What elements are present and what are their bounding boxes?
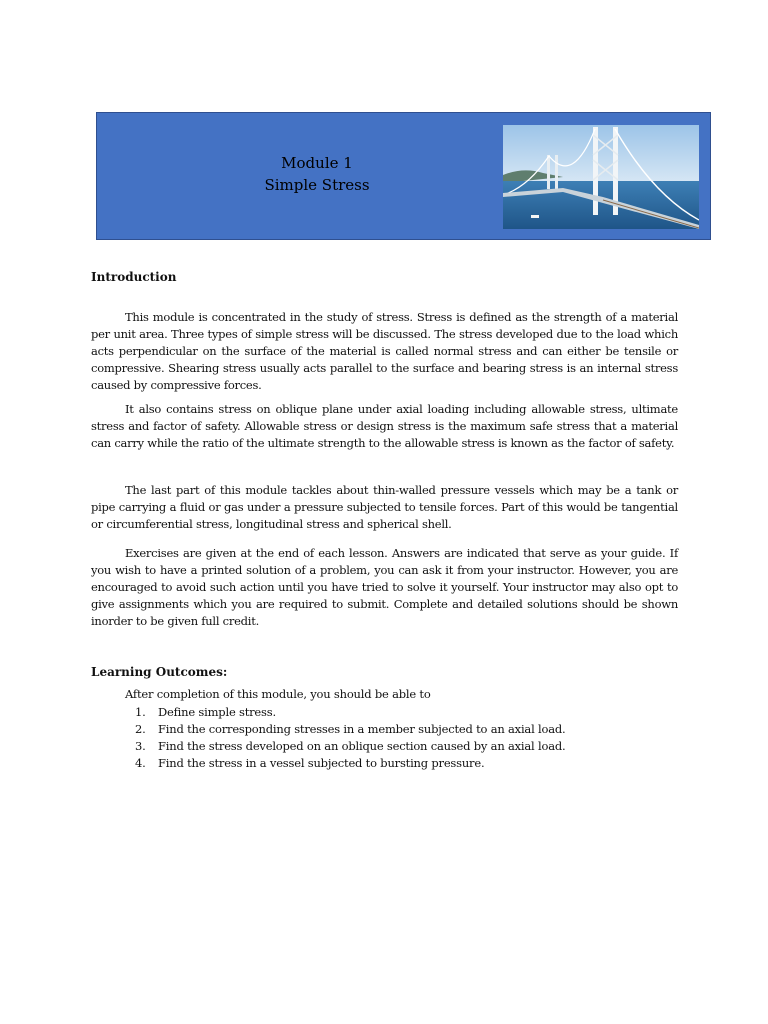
module-subtitle: Simple Stress: [264, 176, 370, 194]
module-number: Module 1: [281, 154, 353, 172]
intro-paragraph-1: This module is concentrated in the study of stress. Stress is defined as the strength of a material per unit area. Three types of simple stress will be discussed. The stress developed due to the load which acts perpendicular on the surface of the material is called normal stress and can either be tensile or compressive. Shearing stress usually acts parallel to the surface and bearing stress is an internal stress caused by compressive forces.: [91, 310, 678, 392]
list-item: 2. Find the corresponding stresses in a member subjected to an axial load.: [135, 722, 566, 736]
learning-outcomes-heading: Learning Outcomes:: [91, 665, 228, 679]
module-banner: [96, 112, 711, 240]
list-item: 4. Find the stress in a vessel subjected to bursting pressure.: [135, 756, 485, 770]
intro-paragraph-4: Exercises are given at the end of each lesson. Answers are indicated that serve as your guide. If you wish to have a printed solution of a problem, you can ask it from your instructor. However, you are encouraged to avoid such action until you have tried to solve it yourself. Your instructor may also opt to give assignments which you are required to submit. Complete and detailed solutions should be shown inorder to be given full credit.: [91, 546, 678, 628]
outcomes-list: [125, 704, 566, 772]
list-item: 3. Find the stress developed on an oblique section caused by an axial load.: [135, 739, 566, 753]
module-title: [97, 152, 537, 196]
outcomes-intro: After completion of this module, you should be able to: [125, 687, 431, 701]
introduction-heading: Introduction: [91, 270, 177, 284]
list-item: 1. Define simple stress.: [135, 705, 276, 719]
intro-paragraph-3: The last part of this module tackles about thin-walled pressure vessels which may be a tank or pipe carrying a fluid or gas under a pressure subjected to tensile forces. Part of this would be tangential or circumferential stress, longitudinal stress and spherical shell.: [91, 483, 678, 531]
intro-paragraph-2: It also contains stress on oblique plane under axial loading including allowable stress, ultimate stress and factor of safety. Allowable stress or design stress is the maximum safe stress that a material can carry while the ratio of the ultimate strength to the allowable stress is known as the factor of safety.: [91, 402, 678, 450]
bridge-photo: [503, 125, 699, 229]
